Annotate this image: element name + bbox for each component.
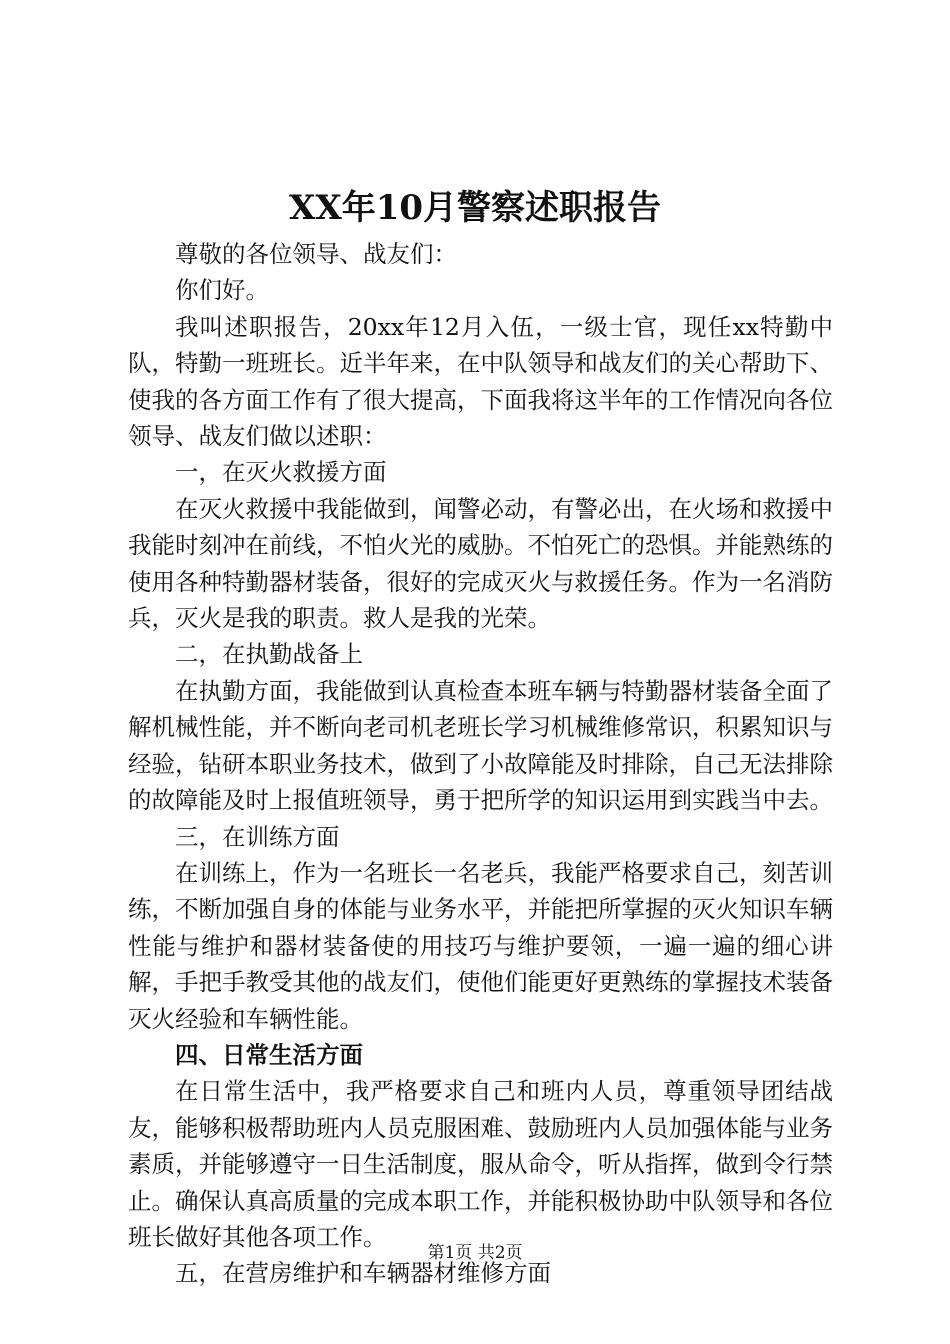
section-heading-5: 五，在营房维护和车辆器材维修方面 (175, 1259, 551, 1288)
document-body (128, 236, 833, 1292)
intro-paragraph: 我叫述职报告，20xx年12月入伍，一级士官，现任xx特勤中队，特勤一班班长。近半年来，在中队领导和战友们的关心帮助下、使我的各方面工作有了很大提高，下面我将这半年的工作情况向各位领导、战友们做以述职： (128, 312, 833, 451)
section-paragraph-2: 在执勤方面，我能做到认真检查本班车辆与特勤器材装备全面了解机械性能，并不断向老司机老班长学习机械维修常识，积累知识与经验，钻研本职业务技术，做到了小故障能及时排除，自己无法排除的故障能及时上报值班领导，勇于把所学的知识运用到实践当中去。 (128, 676, 833, 815)
section-heading-1: 一，在灭火救援方面 (175, 458, 387, 487)
section-heading-2: 二，在执勤战备上 (175, 640, 363, 669)
section-paragraph-3: 在训练上，作为一名班长一名老兵，我能严格要求自己，刻苦训练，不断加强自身的体能与业务水平，并能把所掌握的灭火知识车辆性能与维护和器材装备使的用技巧与维护要领，一遍一遍的细心讲解，手把手教受其他的战友们，使他们能更好更熟练的掌握技术装备灭火经验和车辆性能。 (128, 858, 833, 1033)
section-paragraph-1: 在灭火救援中我能做到，闻警必动，有警必出，在火场和救援中我能时刻冲在前线，不怕火光的威胁。不怕死亡的恐惧。并能熟练的使用各种特勤器材装备，很好的完成灭火与救援任务。作为一名消防兵，灭火是我的职责。救人是我的光荣。 (128, 494, 833, 633)
salutation: 尊敬的各位领导、战友们： (175, 240, 457, 268)
section-heading-4: 四、日常生活方面 (175, 1040, 363, 1069)
section-heading-3: 三，在训练方面 (175, 822, 340, 851)
page-footer: 第1页 共2页 (427, 1243, 523, 1263)
document-title: XX年10月警察述职报告 (288, 188, 662, 228)
section-paragraph-4: 在日常生活中，我严格要求自己和班内人员，尊重领导团结战友，能够积极帮助班内人员克服困难、鼓励班内人员加强体能与业务素质，并能够遵守一日生活制度，服从命令，听从指挥，做到令行禁止。确保认真高质量的完成本职工作，并能积极协助中队领导和各位班长做好其他各项工作。 (128, 1077, 833, 1251)
greeting: 你们好。 (175, 276, 269, 305)
